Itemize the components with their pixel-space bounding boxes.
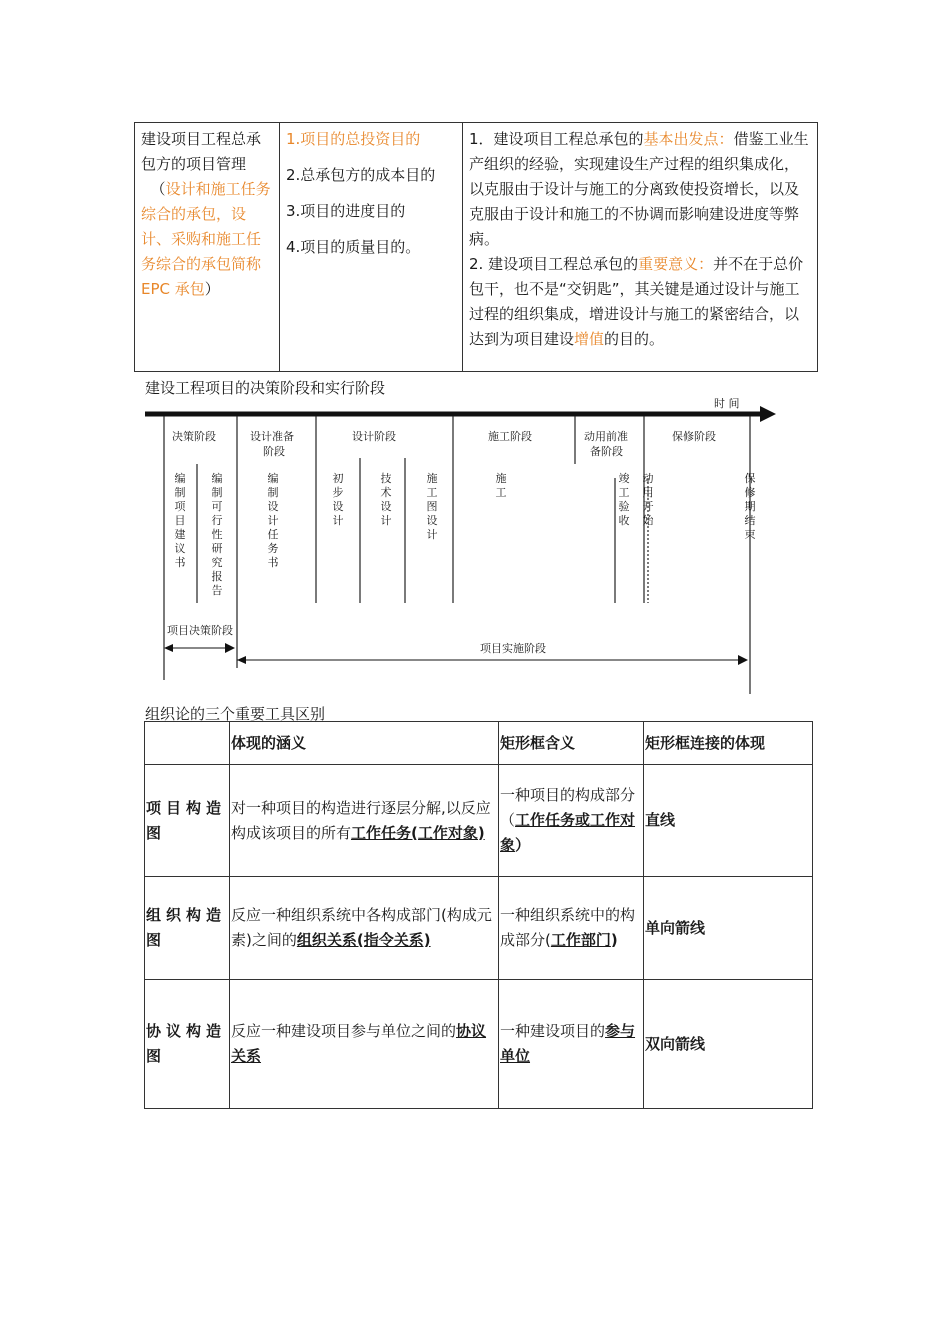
vertical-item-label: 编制设计任务书 <box>267 472 279 569</box>
header-cell-empty <box>145 722 230 765</box>
stage-construction: 施工阶段 <box>488 430 532 443</box>
stage-design-prep-line1: 设计准备 <box>250 430 294 443</box>
row-box: 一种项目的构成部分（工作任务或工作对象） <box>499 765 644 877</box>
vertical-item-label: 初步设计 <box>332 472 344 527</box>
stage-design-prep-line2: 阶段 <box>263 445 285 458</box>
row-box: 一种组织系统中的构成部分(工作部门) <box>499 877 644 980</box>
time-label: 时 间 <box>714 398 740 410</box>
vertical-item-label: 编制可行性研究报告 <box>211 472 223 597</box>
row-meaning: 反应一种组织系统中各构成部门(构成元素)之间的组织关系(指令关系) <box>230 877 499 980</box>
epc-title: 建设项目工程总承包方的项目管理 <box>141 130 262 173</box>
vertical-item-labels <box>175 471 756 597</box>
goal-item-3: 3.项目的进度目的 <box>286 202 406 220</box>
row-box: 一种建设项目的参与单位 <box>499 980 644 1109</box>
row-link: 双向箭线 <box>644 980 813 1109</box>
epc-significance-paragraph: 2. 建设项目工程总承包的重要意义：并不在于总价包干，也不是“交钥匙”，其关键是通过设计与施工过程的组织集成，增进设计与施工的紧密结合，以达到为项目建设增值的目的。 <box>469 255 804 348</box>
vertical-item-label: 施工 <box>495 472 507 499</box>
vertical-item-label: 动用开始 <box>642 472 654 527</box>
vertical-item-label: 施工图设计 <box>426 472 438 541</box>
epc-row <box>135 123 818 372</box>
row-link: 直线 <box>644 765 813 877</box>
stage-design: 设计阶段 <box>352 430 396 443</box>
goal-item-1: 1.项目的总投资目的 <box>286 130 421 148</box>
time-axis-arrowhead <box>760 406 776 422</box>
row-meaning: 对一种项目的构造进行逐层分解,以反应构成该项目的所有工作任务(工作对象) <box>230 765 499 877</box>
stage-decision: 决策阶段 <box>172 430 216 443</box>
vertical-item-label: 竣工验收 <box>618 472 630 527</box>
epc-note: （设计和施工任务综合的承包，设计、采购和施工任务综合的承包简称 EPC 承包） <box>141 180 271 298</box>
table-row <box>145 980 813 1109</box>
vertical-item-label: 保修期结束 <box>744 472 756 541</box>
row-link: 单向箭线 <box>644 877 813 980</box>
org-tools-table <box>144 721 813 1109</box>
epc-goals-cell <box>280 123 463 372</box>
goal-item-4: 4.项目的质量目的。 <box>286 238 421 256</box>
vertical-item-label: 编制项目建议书 <box>174 472 186 569</box>
stage-warranty: 保修阶段 <box>672 430 716 443</box>
row-meaning: 反应一种建设项目参与单位之间的协议关系 <box>230 980 499 1109</box>
phase-decision-label: 项目决策阶段 <box>167 624 233 637</box>
stage-pre-use-line1: 动用前准 <box>584 430 628 443</box>
project-phase-diagram <box>140 398 790 698</box>
epc-description-cell <box>463 123 818 372</box>
row-name: 组织构造图 <box>145 877 230 980</box>
epc-table <box>134 122 818 372</box>
stage-pre-use-line2: 备阶段 <box>590 445 623 458</box>
goal-item-2: 2.总承包方的成本目的 <box>286 166 436 184</box>
table-row <box>145 877 813 980</box>
diagram-caption: 建设工程项目的决策阶段和实行阶段 <box>145 379 386 397</box>
header-cell-meaning: 体现的涵义 <box>230 722 499 765</box>
header-cell-box: 矩形框含义 <box>499 722 644 765</box>
row-name: 项目构造图 <box>145 765 230 877</box>
row-name: 协议构造图 <box>145 980 230 1109</box>
epc-title-cell <box>135 123 280 372</box>
table-row <box>145 765 813 877</box>
phase-implementation-label: 项目实施阶段 <box>480 642 546 655</box>
vertical-item-label: 技术设计 <box>380 472 392 527</box>
table-header-row <box>145 722 813 765</box>
header-cell-link: 矩形框连接的体现 <box>644 722 813 765</box>
epc-basis-paragraph: 1．建设项目工程总承包的基本出发点：借鉴工业生产组织的经验，实现建设生产过程的组织集成化，以克服由于设计与施工的分离致使投资增长，以及克服由于设计和施工的不协调而影响建设进度等弊病。 <box>469 130 809 248</box>
tools-caption: 组织论的三个重要工具区别 <box>145 705 326 723</box>
